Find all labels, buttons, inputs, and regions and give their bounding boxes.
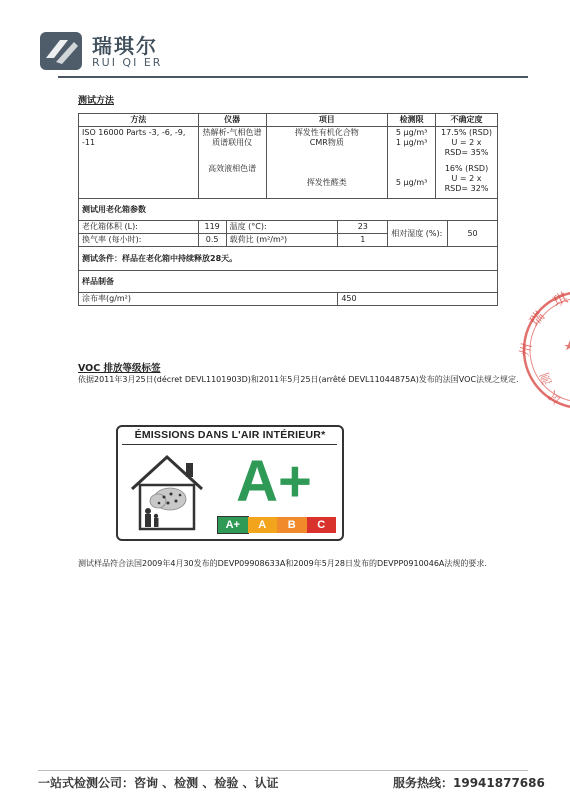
- emission-grade: A+: [236, 449, 312, 514]
- header-instrument: 仪器: [198, 114, 266, 127]
- house-icon: [126, 449, 208, 533]
- sample-title-row: [79, 271, 498, 293]
- test-conditions: 测试条件：样品在老化箱中持续释放28天。: [79, 247, 498, 271]
- volume-value: 119: [198, 221, 226, 234]
- instrument-1: 热解析-气相色谱质谱联用仪: [202, 128, 262, 147]
- loading-ratio-label: 载荷比 (m²/m³): [226, 234, 338, 247]
- coating-rate-label: 涂布率(g/m²): [79, 293, 338, 306]
- emission-label-title: ÉMISSIONS DANS L'AIR INTÉRIEUR*: [134, 429, 326, 441]
- seal-char-1: 州: [517, 341, 536, 359]
- footer-divider: [38, 770, 528, 771]
- voc-emission-label: [116, 425, 344, 541]
- method-text: ISO 16000 Parts -3, -6, -9, -11: [82, 128, 186, 147]
- uncertainty-2a: 16% (RSD): [444, 164, 489, 173]
- grade-scale: [218, 517, 336, 533]
- grade-scale-item-1: A+: [218, 517, 248, 533]
- aging-title-row: [79, 199, 498, 221]
- grade-scale-item-2: A: [248, 517, 278, 533]
- item-cell: [266, 127, 388, 199]
- company-seal-stamp: [512, 285, 570, 415]
- limit-1a: 5 µg/m³: [395, 128, 428, 137]
- sample-row: [79, 293, 498, 306]
- header-uncertainty: 不确定度: [436, 114, 498, 127]
- voc-regulation-text: 依据2011年3月25日(décret DEVL1101903D)和2011年5月25日(arrêté DEVL11044875A)发布的法国VOC法规之规定.: [78, 375, 519, 384]
- temperature-label: 温度 (°C):: [226, 221, 338, 234]
- aging-title: 测试用老化箱参数: [79, 199, 498, 221]
- item-1b: CMR物质: [309, 138, 344, 147]
- uncertainty-cell: [436, 127, 498, 199]
- grade-display: [218, 451, 330, 513]
- instrument-cell: [198, 127, 266, 199]
- limit-2: 5 µg/m³: [395, 178, 428, 187]
- aging-table: [78, 198, 498, 306]
- brand-logo-icon: [38, 28, 84, 74]
- voc-section-title: VOC 排放等级标签: [78, 363, 161, 374]
- sample-title: 样品制备: [79, 271, 498, 293]
- temperature-value: 23: [338, 221, 388, 234]
- conditions-row: [79, 247, 498, 271]
- footer-hotline: 服务热线：19941877686: [393, 776, 545, 790]
- limit-cell: [388, 127, 436, 199]
- grade-scale-item-3: B: [277, 517, 307, 533]
- uncertainty-2b: U = 2 x RSD= 32%: [444, 174, 489, 193]
- brand-name-cn: 瑞琪尔: [92, 34, 158, 58]
- header-divider: [58, 76, 528, 78]
- methods-table: [78, 113, 498, 199]
- seal-char-5: 试: [545, 388, 565, 407]
- seal-char-4: 测: [537, 370, 555, 387]
- loading-ratio-value: 1: [338, 234, 388, 247]
- footer-services: 一站式检测公司：咨询 、检测 、检验 、认证: [38, 776, 279, 790]
- header-limit: 检测限: [388, 114, 436, 127]
- uncertainty-1a: 17.5% (RSD): [441, 128, 493, 137]
- coating-rate-value: 450: [338, 293, 498, 306]
- seal-char-3: 琪: [550, 290, 570, 311]
- seal-char-2: 瑞: [526, 308, 549, 330]
- item-1a: 挥发性有机化合物: [294, 128, 359, 137]
- humidity-value: 50: [448, 221, 498, 247]
- header-item: 项目: [266, 114, 388, 127]
- methods-section-title: 测试方法: [78, 96, 115, 106]
- air-change-value: 0.5: [198, 234, 226, 247]
- compliance-statement: 测试样品符合法国2009年4月30发布的DEVP09908633A和2009年5月28日发布的DEVPP0910046A法规的要求.: [78, 559, 487, 568]
- aging-row-1: [79, 221, 498, 234]
- humidity-label: 相对湿度 (%):: [388, 221, 448, 247]
- emission-label-body: [122, 444, 337, 535]
- header-method: 方法: [79, 114, 199, 127]
- brand-name-en: RUI QI ER: [92, 56, 163, 69]
- item-2: 挥发性醛类: [306, 178, 347, 187]
- grade-scale-item-4: C: [307, 517, 337, 533]
- air-change-label: 换气率 (每小时):: [79, 234, 199, 247]
- limit-1b: 1 µg/m³: [395, 138, 428, 147]
- uncertainty-1b: U = 2 x RSD= 35%: [444, 138, 489, 157]
- instrument-2: 高效液相色谱: [208, 164, 257, 173]
- methods-data-row: [79, 127, 498, 199]
- methods-header-row: [79, 114, 498, 127]
- method-cell: [79, 127, 199, 199]
- volume-label: 老化箱体积 (L):: [79, 221, 199, 234]
